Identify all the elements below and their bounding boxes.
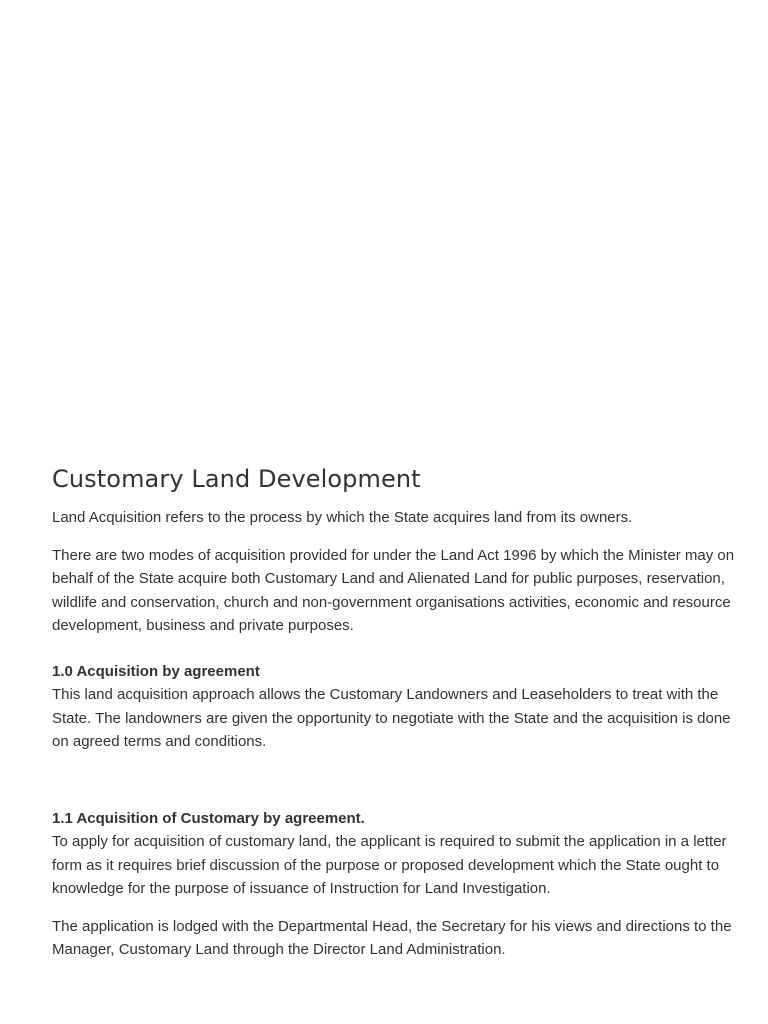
article-content (52, 462, 742, 962)
section-heading: 1.0 Acquisition by agreement (52, 662, 260, 680)
paragraph-line: behalf of the State acquire both Customary Land and Alienated Land for public purposes, reservation, (52, 570, 725, 587)
paragraph-line: State. The landowners are given the opportunity to negotiate with the State and the acquisition is done (52, 709, 731, 727)
paragraph-line: The application is lodged with the Departmental Head, the Secretary for his views and directions to the (52, 917, 732, 935)
modes-paragraph (52, 544, 742, 638)
paragraph-line: on agreed terms and conditions. (52, 733, 267, 750)
paragraph-line: wildlife and conservation, church and non-government organisations activities, economic and resource (52, 593, 731, 611)
section-heading: 1.1 Acquisition of Customary by agreement. (52, 809, 365, 827)
section-acquisition-of-customary (52, 807, 742, 962)
paragraph-line: There are two modes of acquisition provided for under the Land Act 1996 by which the Minister may on (52, 546, 735, 564)
intro-paragraph: Land Acquisition refers to the process by which the State acquires land from its owners. (52, 509, 633, 526)
paragraph-line: form as it requires brief discussion of the purpose or proposed development which the State ought to (52, 856, 720, 874)
paragraph-line: This land acquisition approach allows the Customary Landowners and Leaseholders to treat with the (52, 686, 719, 703)
paragraph-line: development, business and private purposes. (52, 617, 354, 634)
paragraph-line: Manager, Customary Land through the Director Land Administration. (52, 941, 506, 958)
paragraph-line: To apply for acquisition of customary land, the applicant is required to submit the application in a letter (52, 833, 727, 850)
paragraph-line: knowledge for the purpose of issuance of Instruction for Land Investigation. (52, 880, 551, 897)
page-title: Customary Land Development (52, 465, 421, 493)
section-acquisition-by-agreement (52, 660, 742, 754)
